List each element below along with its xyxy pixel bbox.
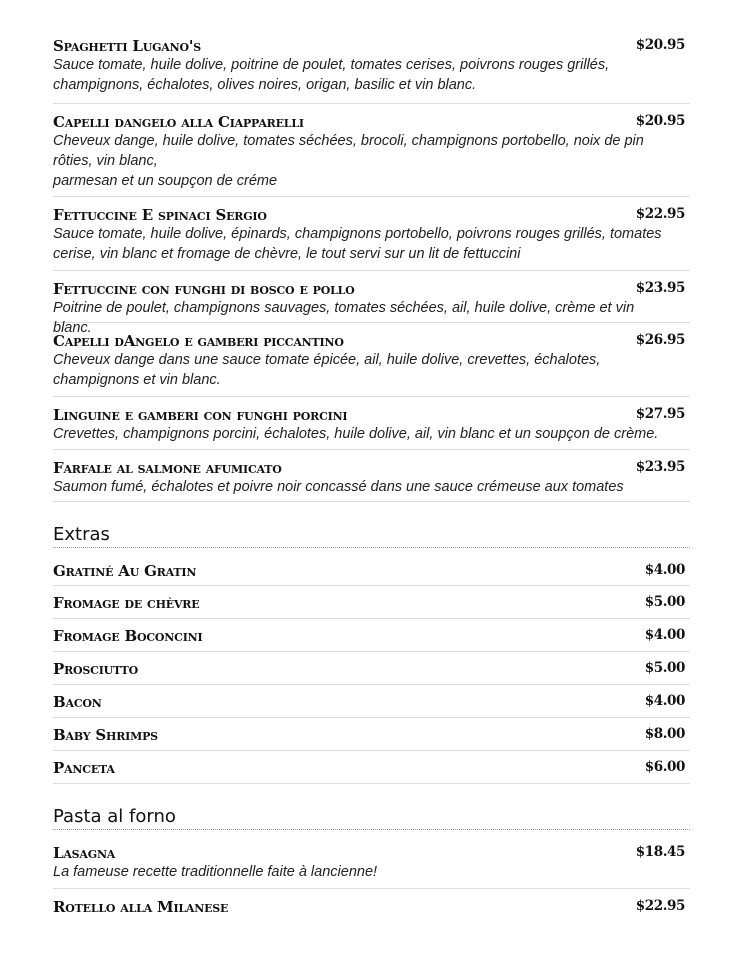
item-name: Capelli dAngelo e gamberi piccantino — [53, 332, 344, 350]
item-description: Cheveux dange, huile dolive, tomates séchées, brocoli, champignons portobello, noix de pin rôties, vin blanc, parmesan et un soupçon de créme — [53, 133, 644, 189]
item-name: Capelli dangelo alla Ciapparelli — [53, 113, 304, 131]
item-price: $23.95 — [635, 280, 685, 296]
item-price: $27.95 — [635, 406, 685, 422]
item-description: Cheveux dange dans une sauce tomate épicée, ail, huile dolive, crevettes, échalotes, champignons et vin blanc. — [53, 352, 601, 388]
item-name: Gratiné Au Gratin — [53, 562, 197, 580]
item-price: $23.95 — [635, 459, 685, 475]
item-name: Fettuccine E spinaci Sergio — [53, 206, 267, 224]
item-price: $8.00 — [644, 726, 685, 742]
menu-item — [53, 0, 690, 104]
extra-item — [53, 548, 690, 586]
item-name: Prosciutto — [53, 660, 139, 678]
item-price: $4.00 — [644, 562, 685, 578]
menu-item — [53, 104, 690, 197]
item-name: Spaghetti Lugano's — [53, 37, 201, 55]
item-description: Sauce tomate, huile dolive, épinards, champignons portobello, poivrons rouges grillés, tomates cerise, vin blanc et fromage de chèvre, le tout servi sur un lit de fettuccini — [53, 226, 662, 262]
item-name: Fromage Boconcini — [53, 627, 203, 645]
item-price: $26.95 — [635, 332, 685, 348]
item-name: Fromage de chèvre — [53, 594, 200, 612]
item-price: $6.00 — [644, 759, 685, 775]
item-name: Linguine e gamberi con funghi porcini — [53, 406, 348, 424]
menu-item — [53, 830, 690, 889]
item-name: Farfale al salmone afumicato — [53, 459, 282, 477]
extra-item — [53, 586, 690, 619]
item-price: $4.00 — [644, 627, 685, 643]
menu-item — [53, 323, 690, 397]
item-description: Saumon fumé, échalotes et poivre noir concassé dans une sauce crémeuse aux tomates — [53, 479, 624, 495]
extra-item — [53, 652, 690, 685]
item-description: Poitrine de poulet, champignons sauvages, tomates séchées, ail, huile dolive, crème et vin blanc. — [53, 300, 635, 336]
item-description: La fameuse recette traditionnelle faite à lancienne! — [53, 864, 378, 880]
extra-item — [53, 751, 690, 784]
item-name: Lasagna — [53, 844, 116, 862]
item-name: Bacon — [53, 693, 102, 711]
menu-item — [53, 197, 690, 271]
item-name: Panceta — [53, 759, 115, 777]
menu-page — [53, 0, 690, 921]
menu-item — [53, 889, 690, 921]
item-name: Rotello alla Milanese — [53, 898, 229, 916]
item-price: $22.95 — [635, 206, 685, 222]
item-description: Crevettes, champignons porcini, échalotes, huile dolive, ail, vin blanc et un soupçon de crème. — [53, 426, 659, 442]
menu-item — [53, 450, 690, 502]
item-name: Fettuccine con funghi di bosco e pollo — [53, 280, 355, 298]
item-price: $20.95 — [635, 37, 685, 53]
item-price: $4.00 — [644, 693, 685, 709]
item-name: Baby Shrimps — [53, 726, 158, 744]
extra-item — [53, 718, 690, 751]
section-title-pasta-al-forno: Pasta al forno — [53, 806, 690, 830]
item-price: $18.45 — [635, 844, 685, 860]
item-price: $5.00 — [644, 660, 685, 676]
menu-item — [53, 271, 690, 336]
menu-item — [53, 397, 690, 450]
section-title-extras: Extras — [53, 524, 690, 548]
item-description: Sauce tomate, huile dolive, poitrine de poulet, tomates cerises, poivrons rouges grillés, champignons, échalotes, olives noires, origan, basilic et vin blanc. — [53, 57, 610, 93]
item-price: $5.00 — [644, 594, 685, 610]
extra-item — [53, 685, 690, 718]
item-price: $20.95 — [635, 113, 685, 129]
extra-item — [53, 619, 690, 652]
item-price: $22.95 — [635, 898, 685, 914]
